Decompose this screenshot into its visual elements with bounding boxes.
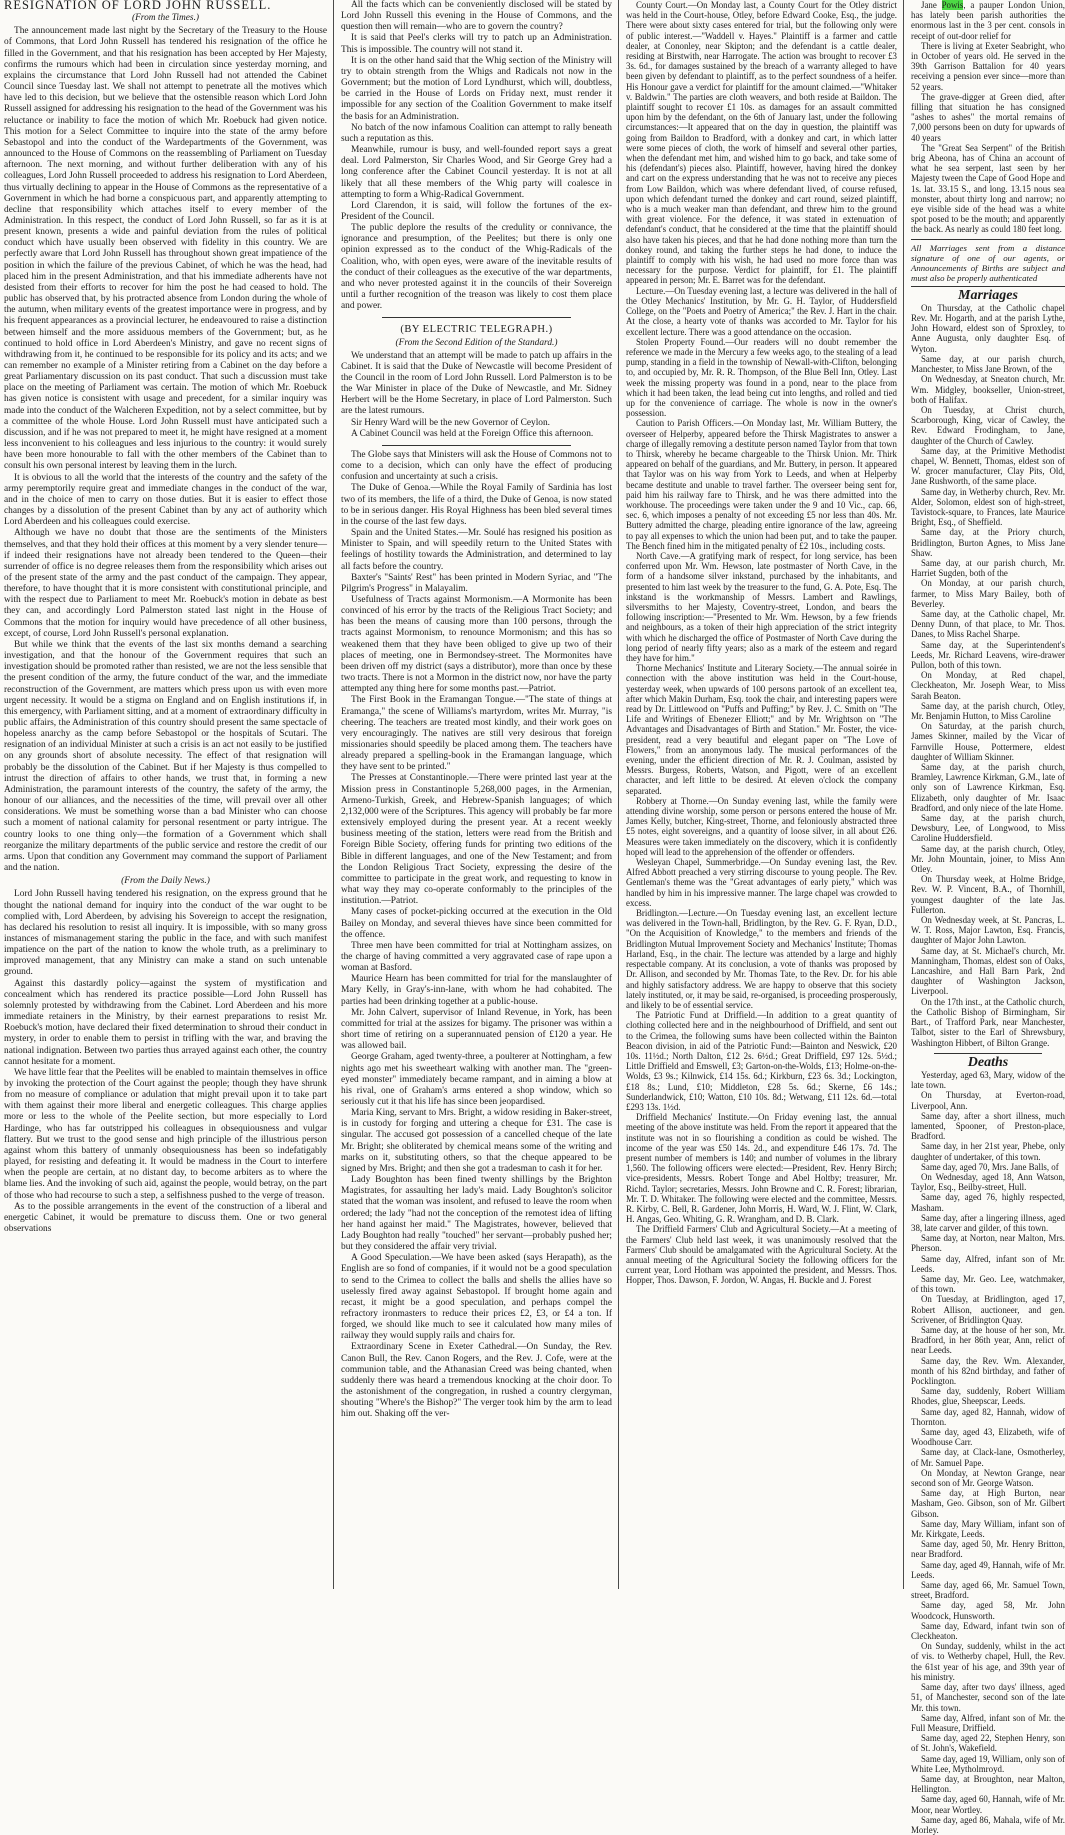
death-notice: Same day, Edward, infant twin son of Cleckheaton. xyxy=(911,1620,1065,1642)
news-item: Baxter's "Saints' Rest" has been printed in Modern Syriac, and "The Pilgrim's Progress" in Malayalim. xyxy=(341,572,612,594)
local-news-items xyxy=(626,0,897,1286)
news-item: Maurice Hearn has been committed for trial for the manslaughter of Mary Kelly, in Gray's-inn-lane, with whom he had cohabited. The parties had been drinking together at a public-house. xyxy=(341,974,612,1007)
text-run: There is living at Exeter Seabright, who in October of years old. He served in the 39th Garrison Battalion for 40 years receiving a pension ever since—more than 52 years. xyxy=(911,40,1065,92)
news-item: Robbery at Thorne.—On Sunday evening last, while the family were attending divine worship, some person or persons entered the house of Mr. James Kelly, butcher, King-street, Thorne, and feloniously abstracted three £5 notes, eight sovereigns, and a quantity of loose silver, in all about £26. Measures were taken immediately on the discovery, which it is confidently hoped will lead to the apprehension of the offender or offenders. xyxy=(626,795,897,857)
highlighted-word: Powis xyxy=(941,0,964,10)
news-item: The First Book in the Eramangan Tongue.—"The state of things at Eramanga," the scene of Williams's martyrdom, writes Mr. Murray, "is cheering. The teachers are treated most kindly, and their work goes on very encouragingly. The natives are still very desirous that foreign missionaries should speedily be placed among them. The teachers have already prepared a spelling-book in the Eramangan language, which they have sent to be printed." xyxy=(341,695,612,773)
column-4 xyxy=(905,0,1065,1835)
news-item: Three men have been committed for trial at Nottingham assizes, on the charge of having committed a very aggravated case of rape upon a woman at Basford. xyxy=(341,940,612,974)
section-divider xyxy=(934,1053,1042,1054)
section-divider xyxy=(382,445,572,446)
death-notice: Same day, Mr. Geo. Lee, watchmaker, of this town. xyxy=(911,1273,1065,1295)
marriage-notice: Same day, at the parish church, Dewsbury, Lee, of Longwood, to Miss Caroline Huddersfield. xyxy=(911,813,1065,844)
column-3 xyxy=(620,0,903,1589)
news-item: Driffield Mechanics' Institute.—On Friday evening last, the annual meeting of the above institute was held. From the report it appeared that the institute was not in so flourishing a condition as could be wished. The income of the year was £50 14s. 2d., and expenditure £46 17s. 7d. The present number of members is 140; and number of volumes in the library 1,560. The following officers were elected:—President, Rev. Henry Birch; vice-presidents, Messrs. Robert Tonge and Abel Holtby; treasurer, Mr. Richd. Taylor; secretaries, Messrs. John Browne and C. R. Forest; librarian, Mr. T. D. Whitaker. The following were elected and the committee, Messrs. R. Kirby, C. Bell, R. Gardener, John Morris, H. Ward, W. J. Flint, W. Clark, H. Angas, Geo. Whiting, G. R. Wrangham, and D. B. Clark. xyxy=(626,1112,897,1225)
marriage-notice: Same day, at the Priory church, Bridlington, Burton Agnes, to Miss Jane Shaw. xyxy=(911,527,1065,558)
news-item: Thorne Mechanics' Institute and Literary Society.—The annual soirée in connection with the above institution was held in the Court-house, yesterday week, when upwards of 100 persons partook of an excellent tea, after which Makin Durham, Esq. took the chair, and interesting papers were read by Dr. Littlewood on "Puffs and Puffing;" by Rev. J. C. Smith on "The Life and Writings of Ebenezer Elliott;" and by Mr. Wrightson on "The Advantages and Disadvantages of Birth and Station." Mr. Foster, the vice-president, read a very beautiful and elegant paper on "The Love of Flowers," from an anonymous lady. The musical performances of the evening, under the efficient direction of Mr. R. J. Coulman, assisted by Messrs. Burgess, Roberts, Watson, and Pigott, were of an excellent character, and left little to be desired. At eleven o'clock the company separated. xyxy=(626,663,897,796)
text-run: Jane xyxy=(921,0,942,10)
marriage-notice: On Tuesday, at Christ church, Scarborough, King, vicar of Cawley, the Rev. Edward Frodingham, to Jane, daughter of the Church of Cawley. xyxy=(911,404,1065,446)
news-item: The Patriotic Fund at Driffield.—In addition to a great quantity of clothing collected here and in the neighbourhood of Driffield, and sent out to the Crimea, the following sums have been collected within the Bainton Beacon division, in aid of the Patriotic Fund:—Bainton and Neswick, £20 10s. 11½d.; North Dalton, £12 2s. 6½d.; Great Driffield, £97 12s. 5½d.; Little Driffield and Emswell, £3; Garton-on-the-Wolds, £13; Holme-on-the-Wolds, £3 9s.; Kilnwick, £14 15s. 6d.; Kirkburn, £23 6s. 3d.; Lockington, £18 8s.; Lund, £10; Middleton, £28 5s. 6d.; Skerne, £6 14s.; Sunderlandwick, £10; Watton, £10 10s. 8d.; Wetwang, £11 12s. 6d.—total £293 13s. 1½d. xyxy=(626,1010,897,1112)
paragraph: It is obvious to all the world that the interests of the country and the safety of the army peremptorily require great and immediate changes in the conduct of the war, and in the choice of men to carry on those duties. But it is easier to effect those changes by a dissolution of the present Cabinet than by any act of authority which Lord Aberdeen and his colleagues could exercise. xyxy=(4,472,327,528)
article-headline: RESIGNATION OF LORD JOHN RUSSELL. xyxy=(4,0,272,12)
paragraph: Although we have no doubt that those are the sentiments of the Ministers themselves, and that they hold their offices at this moment by a very slender tenure—if indeed their resignations have not already been tendered to the Queen—their surrender of office is no degree releases them from the responsibility which arises out of the present state of the army and the past conduct of the campaign. They appear, therefore, to have thought that it is more consistent with constitutional principle, and with the respect due to Parliament to meet Mr. Roebuck's motion in debate as best they can, and accordingly Lord Palmerston stated last night in the House of Commons that the motion for inquiry would have precedence of all other business, except, of course, Lord John Russell's personal explanation. xyxy=(4,528,327,639)
death-notice: On Sunday, suddenly, whilst in the act of vis. to Wetherby chapel, Hull, the Rev. the 61st year of his age, and 39th year of his ministry. xyxy=(911,1641,1065,1682)
paragraph: We understand that an attempt will be made to patch up affairs in the Cabinet. It is said that the Duke of Newcastle will become President of the Council in the room of Lord John Russell. Lord Palmerston is to be the War Minister in place of the Duke of Newcastle, and Mr. Sidney Herbert will be the Home Secretary, in place of Lord Palmerston. Such are the latest rumours. xyxy=(341,350,612,417)
paragraph: It is said that Peel's clerks will try to patch up an Administration. This is impossible. The country will not stand it. xyxy=(341,33,612,55)
news-item: Bridlington.—Lecture.—On Tuesday evening last, an excellent lecture was delivered in the Town-hall, Bridlington, by the Rev. G. F. Ryan, D.D., "On the Acquisition of Knowledge," to the members and friends of the Bridlington Mutual Improvement Society and Mechanics' Institute; Thomas Harland, Esq., in the chair. The lecture was attended by a large and highly respectable company. At its conclusion, a vote of thanks was proposed by Dr. Allison, and seconded by Mr. Thomas Tate, to the Rev. Dr. for his able and highly satisfactory address. We are happy to observe that this society lately instituted, or, it may be said, re-organised, is proceeding prosperously, and likely to be of essential service. xyxy=(626,908,897,1010)
paragraph: The public deplore the results of the credulity or connivance, the ignorance and presumption, of the Peelites; but there is only one opinion expressed as to the conduct of the Whig-Radicals of the Coalition, who, with open eyes, were aware of the inevitable results of the conduct of their colleagues as the executive of the war departments, and who never protested against it in the councils of their Sovereign until a further recognition of the treason was likely to cost them place and power. xyxy=(341,223,612,312)
column-rule xyxy=(903,0,904,1589)
death-notice: Same day, in her 21st year, Phebe, only daughter of undertaker, of this town. xyxy=(911,1141,1065,1162)
death-notice: On Monday, at Newton Grange, near second son of Mr. George Watson. xyxy=(911,1467,1065,1489)
news-item: Caution to Parish Officers.—On Monday last, Mr. William Buttery, the overseer of Helperby, appeared before the Thirsk Magistrates to answer a charge of illegally removing a destitute person named Taylor from that town to Thirsk, whereby he became chargeable to the Thirsk Union. Mr. Thirk appeared on behalf of the guardians, and Mr. Buttery, in person. It appeared that Taylor was on his way from York to Leeds, and when at Helperby became destitute and unable to travel farther. The overseer being sent for, paid him his railway fare to Thirsk, and he was there admitted into the workhouse. The proceedings were taken under the 9 and 10 Vic., cap. 66, sec. 6, which imposes a penalty of not exceeding £5 nor less than 40s. Mr. Buttery admitted the charge, pleading entire ignorance of the law, agreeing to pay all expenses to which the union had been put, and to take the pauper. The Bench fined him in the mitigated penalty of £2 10s., including costs. xyxy=(626,418,897,551)
death-notice: Same day, the Rev. Wm. Alexander, month of his 82nd birthday, and father of Pocklington. xyxy=(911,1355,1065,1386)
marriage-notice: Same day, at our parish church, Mr. Harriet Sugden, both of the xyxy=(911,557,1065,579)
death-notice: Same day, Alfred, infant son of Mr. Leeds. xyxy=(911,1253,1065,1274)
telegraph-source: (From the Second Edition of the Standard.) xyxy=(395,337,558,348)
marriage-notice: Same day, at the parish church, Bramley, Lawrence Kirkman, G.M., late of only son of Lawrence Kirkman, Esq. Elizabeth, only daughter of Mr. Isaac Bradford, and only niece of the late Home. xyxy=(911,762,1065,813)
news-item: The Driffield Farmers' Club and Agricultural Society.—At a meeting of the Farmers' Club held last week, it was unanimously resolved that the Farmers' Club should be amalgamated with the Agricultural Society. At the annual meeting of the Agricultural Society the following officers for the current year, Lord Hotham was appointed the president, and Messrs. Thos. Hopper, Thos. Dawson, F. Jordon, W. Angas, H. Buckle and J. Forest xyxy=(626,1224,897,1286)
source-times: (From the Times.) xyxy=(131,13,200,24)
paragraph: Meanwhile, rumour is busy, and well-founded report says a great deal. Lord Palmerston, Sir Charles Wood, and Sir George Grey had a long conference after the Cabinet Council yesterday. It is not at all likely that all these members of the Whig party will coalesce in attempting to form a Whig-Radical Government. xyxy=(341,145,612,200)
column-rule xyxy=(333,0,334,1589)
marriage-notice: Same day, at the parish church, Otley, Mr. John Mountain, joiner, to Miss Ann Otley. xyxy=(911,843,1065,875)
news-item: Spain and the United States.—Mr. Soulé has resigned his position as Minister to Spain, and will speedily return to the United States with feelings of hostility towards the Administration, and determined to lay all facts before the country. xyxy=(341,528,612,572)
marriage-notice: Same day, at the parish church, Otley, Mr. Benjamin Hutton, to Miss Caroline xyxy=(911,700,1065,721)
death-notice: Same day, at the house of her son, Mr. Bradford, in her 86th year, Ann, relict of near Leeds. xyxy=(911,1324,1065,1356)
death-notice: Same day, aged 22, Stephen Henry, son of St. John's, Wakefield. xyxy=(911,1733,1065,1754)
death-notice: Same day, aged 86, Mahala, wife of Mr. Morley. xyxy=(911,1814,1065,1835)
section-divider xyxy=(382,317,572,318)
death-notice: Same day, after two days' illness, aged 51, of Manchester, second son of the late Mr. this town. xyxy=(911,1682,1065,1713)
marriage-notice: On Thursday, at the Catholic chapel Rev. Mr. Hogarth, and at the parish Lythe, John Howard, eldest son of Sproxley, to Anne Augusta, only daughter Esq. of Wyton. xyxy=(911,302,1065,354)
paragraph: We have little fear that the Peelites will be enabled to maintain themselves in office by invoking the protection of the Court against the people; though they have shrunk from no measure of compliance or adulation that might prevail upon it to take part with them against their more liberal and energetic colleagues. This charge applies more or less to the whole of the Peelite section, but more especially to Lord Hardinge, who has far outstripped his colleagues in obsequiousness and vulgar flattery. But we trust to the good sense and high principle of the illustrious person against whom this battery of unmanly obsequiousness has been so indefatigably played, for resisting and defeating it. It would be madness in the Court to interfere when the people are certain, at no distant day, to become arbiters as to where the blame lies. And the invoking of such aid, against the people, would betray, on the part of those who had recourse to such a step, a selfishness pushed to the verge of treason. xyxy=(4,1067,327,1201)
deaths-heading: Deaths xyxy=(967,1054,1009,1070)
news-item: Maria King, servant to Mrs. Bright, a widow residing in Baker-street, is in custody for forging and uttering a cheque for £31. The case is singular. The accused got possession of a cancelled cheque of the late Mr. Bright; she obliterated by chemical means some of the writing and marks on it, substituting others, so that the cheque appeared to be signed by Mrs. Bright; and then she got a tradesman to cash it for her. xyxy=(341,1108,612,1174)
death-notice: Same day, aged 50, Mr. Henry Britton, near Bradford. xyxy=(911,1539,1065,1560)
death-notice: Same day, Mary William, infant son of Mr. Kirkgate, Leeds. xyxy=(911,1518,1065,1540)
death-notice: Same day, after a short illness, much lamented, Spooner, of Preston-place, Bradford. xyxy=(911,1110,1065,1142)
news-item: Lecture.—On Tuesday evening last, a lecture was delivered in the hall of the Otley Mechanics' Institution, by Mr. G. H. Taylor, of Huddersfield College, on the "Poets and Poetry of America;" the Rev. J. Hart in the chair. At the close, a hearty vote of thanks was accorded to Mr. Taylor for his excellent lecture. There was a good attendance on the occasion. xyxy=(626,285,897,337)
death-notice: Same day, suddenly, Robert William Rhodes, glue, Sheepscar, Leeds. xyxy=(911,1386,1065,1407)
paragraph: As to the possible arrangements in the event of the construction of a liberal and energetic Cabinet, it would be premature to discuss them. One or two general observations xyxy=(4,1201,327,1235)
death-notice: On Wednesday, aged 18, Ann Watson, Taylor, Esq., Beilby-street, Hull. xyxy=(911,1171,1065,1193)
marriage-notice: Same day, at the Catholic chapel, Mr. Denny Dunn, of that place, to Mr. Thos. Danes, to Miss Rachel Sharpe. xyxy=(911,608,1065,640)
news-item: The Globe says that Ministers will ask the House of Commons not to come to a decision, which can only have the effect of producing confusion and uncertainty at such a crisis. xyxy=(341,449,612,483)
news-items xyxy=(341,450,612,1421)
paragraph: Lord Clarendon, it is said, will follow the fortunes of the ex-President of the Council. xyxy=(341,200,612,222)
source-daily-news: (From the Daily News.) xyxy=(121,876,210,887)
article-body-daily-news xyxy=(4,889,327,1235)
marriage-notice: On Wednesday, at Sneaton church, Mr. Wm. Midgley, bookseller, Union-street, both of Halifax. xyxy=(911,374,1065,405)
telegraph-heading: (BY ELECTRIC TELEGRAPH.) xyxy=(400,324,553,336)
miscellany-item xyxy=(911,0,1065,41)
paragraph: No batch of the now infamous Coalition can attempt to rally beneath such a reputation as this. xyxy=(341,122,612,144)
notice-box: All Marriages sent from a distance signature of one of our agents, or Announcements of Births are subject and must also be properly authenticated xyxy=(911,239,1065,287)
miscellany-items xyxy=(911,0,1065,235)
death-notice: On Thursday, at Everton-road, Liverpool, Ann. xyxy=(911,1090,1065,1111)
death-notice: Same day, aged 43, Elizabeth, wife of Woodhouse Carr. xyxy=(911,1427,1065,1448)
news-item: Stolen Property Found.—Our readers will no doubt remember the reference we made in the Mercury a few weeks ago, to the stealing of a lead pump, standing in a field in the township of Newall-with-Clifton, belonging to, and occupied by, Mr. R. R. Thompson, of the Blue Bell Inn, Otley. Last week the missing property was found in a pond, near to the place from which it had been taken, the lead being cut into lengths, and rolled and tied up for the convenience of carriage. The whole is now in the owner's possession. xyxy=(626,336,897,419)
deaths-list xyxy=(911,1070,1065,1835)
marriage-notice: Same day, at the Primitive Methodist chapel, W. Bennett, Thomas, eldest son of W. grocer manufacturer, Clay Pits, Old, Jane Rushworth, of the same place. xyxy=(911,445,1065,487)
marriage-notice: On Thursday week, at Holme Bridge, Rev. W. P. Vincent, B.A., of Thornhill, youngest daughter of the late Jas. Fullerton. xyxy=(911,874,1065,915)
news-item: Mr. John Calvert, supervisor of Inland Revenue, in York, has been committed for trial at the assizes for bigamy. The prisoner was within a short time of retiring on a superannuated pension of £120 a year. He was allowed bail. xyxy=(341,1007,612,1052)
news-item: The Duke of Genoa.—While the Royal Family of Sardinia has lost two of its members, the life of a third, the Duke of Genoa, is now stated to be in serious danger. His Royal Highness has been bled several times in the course of the last few days. xyxy=(341,483,612,527)
death-notice: Same day, at High Burton, near Masham, Geo. Gibson, son of Mr. Gilbert Gibson. xyxy=(911,1488,1065,1519)
news-item: Wesleyan Chapel, Summerbridge.—On Sunday evening last, the Rev. Alfred Abbott preached a very stirring discourse to young people. The Rev. Gentleman's theme was the "Great advantages of early piety," which was handled by him in his impressive manner. The large chapel was crowded to excess. xyxy=(626,857,897,908)
text-run: The grave-digger at Green died, after filling that situation he has consigned "ashes to ashes" the mortal remains of 7,000 persons been on duty for upwards of 40 years xyxy=(911,91,1065,143)
column-2 xyxy=(335,0,618,1589)
death-notice: Same day, aged 66, Mr. Samuel Town, street, Bradford. xyxy=(911,1580,1065,1601)
death-notice: Same day, after a lingering illness, aged 38, late carver and gilder, of this town. xyxy=(911,1212,1065,1233)
news-item: Usefulness of Tracts against Mormonism.—A Mormonite has been convinced of his error by the tracts of the Religious Tract Society; and has been the means of causing more than 100 persons, through the tracts against Mormonism, to renounce Mormonism; and this has so weakened them that they have been obliged to give up two of their places of meeting, one in Bermondsey-street. The Mormonites have been driven off my district (says a distributor), more than once by these two tracts. There is not a Mormon in the district now, nor have the party attempted any thing here for some months past.—Patriot. xyxy=(341,594,612,695)
death-notice: Same day, aged 49, Hannah, wife of Mr. Leeds. xyxy=(911,1559,1065,1580)
news-item: North Cave.—A gratifying mark of respect, for long service, has been conferred upon Mr. Wm. Hewson, late postmaster of North Cave, in the form of a handsome silver inkstand, purchased by the inhabitants, and presented to him last week by the treasurer to the fund, G. A. Pote, Esq. The inkstand is the workmanship of Messrs. Lambert and Rawlings, silversmiths to her Majesty, Coventry-street, London, and bears the following inscription:—"Presented to Mr. Wm. Hewson, by a few friends and neighbours, as a token of their high appreciation of the strict integrity with which he discharged the office of Postmaster of North Cave during the long period of nearly fifty years; also as a mark of the esteem and regard they have for him." xyxy=(626,550,897,663)
death-notice: Same day, aged 70, Mrs. Jane Balls, of xyxy=(921,1161,1059,1172)
paragraph: But while we think that the events of the last six months demand a searching investigation, and that the honour of the Government requires that such an investigation should be promoted rather than resisted, we are not the less sensible that the present condition of the army, the future conduct of the war, and the immediate reconstruction of the Government, are matters which press upon us with even more urgent necessity. It would be a stigma on England and on English institutions if, in this emergency, with Parliament sitting, and at a moment of extraordinary difficulty in public affairs, the Administration of this country should present the same spectacle of hopeless anarchy as the camp before Sebastopol or the hospitals of Scutari. The resignation of an individual Minister at such a crisis is an act not easily to be justified on any grounds short of absolute necessity. The effect of that resignation will probably be the dissolution of the Cabinet. But if her Majesty is thus compelled to intrust the direction of affairs to other hands, we trust that, in forming a new Administration, the paramount interests of the country, the safety of the army, the honour of our alliances, and the necessities of the time, will prevail over all other considerations. We must be something worse than a bad Minister who can choose such a moment of national calamity for personal resentment or party intrigue. The country looks to one thing only—the formation of a Government which shall reorganize the military departments of the public service and restore the credit of our arms. Upon that condition any Government may command the support of Parliament and the nation. xyxy=(4,639,327,874)
column-1 xyxy=(0,0,333,1589)
news-item: A Good Speculation.—We have been asked (says Herapath), as the English are so fond of companies, if it would not be a good speculation to send to the Crimea to collect the balls and shells the allies have so uselessly fired away against Sebastopol. If brought home again and recast, it might be a good speculation, and perhaps compel the refractory ironmasters to reduce their prices £2, £3, or £4 a ton. If forged, we should like much to see it calculated how many miles of railway they would supply rails and chairs for. xyxy=(341,1253,612,1342)
marriage-notice: On the 17th inst., at the Catholic church, the Catholic Bishop of Birmingham, Sir Bart., of Trafford Park, near Manchester, Talbot, sister to the Earl of Shrewsbury, Washington Hibbert, of Bilton Grange. xyxy=(911,996,1065,1048)
paragraph: A Cabinet Council was held at the Foreign Office this afternoon. xyxy=(351,428,594,439)
death-notice: Same day, aged 82, Hannah, widow of Thornton. xyxy=(911,1406,1065,1427)
news-item: George Graham, aged twenty-three, a poulterer at Nottingham, a few nights ago met his sweetheart walking with another man. The "green-eyed monster" immediately became rampant, and in aiming a blow at his rival, one of Graham's arms entered a shop window, which so seriously cut it that his life has since been jeopardised. xyxy=(341,1052,612,1107)
news-item: The Presses at Constantinople.—There were printed last year at the Mission press in Constantinople 5,268,000 pages, in the Armenian, Armeno-Turkish, Greek, and Hebrew-Spanish languages; of which 2,132,000 were of the Scriptures. This agency will probably be far more extensively employed during the present year. At a recent weekly business meeting of the station, letters were read from the British and Foreign Bible Society, offering funds for printing two editions of the Bible in different languages, and one of the New Testament; and from the London Religious Tract Society, expressing the desire of the committee to participate in the great work, and requesting to know in what way they may co-operate conformably to the principles of the institution.—Patriot. xyxy=(341,773,612,907)
death-notice: Same day, aged 19, William, only son of White Lee, Mytholmroyd. xyxy=(911,1753,1065,1774)
miscellany-item xyxy=(911,143,1065,235)
marriages-heading: Marriages xyxy=(958,287,1018,303)
marriage-notice: Same day, at St. Michael's church, Mr. Manningham, Thomas, eldest son of Oaks, Lancashire, and Hall Barn Park, 2nd daughter of Washington Jackson, Liverpool. xyxy=(911,945,1065,997)
marriage-notice: On Wednesday week, at St. Pancras, L. W. T. Ross, Major Lawton, Esq. Francis, daughter of Major John Lawton. xyxy=(911,915,1065,946)
death-notice: Yesterday, aged 63, Mary, widow of the late town. xyxy=(911,1069,1065,1091)
marriage-notice: Same day, at the Superintendent's Leeds, Mr. Richard Leavens, wire-drawer Pullon, both of this town. xyxy=(911,639,1065,670)
death-notice: Same day, at Broughton, near Malton, Hellington. xyxy=(911,1773,1065,1795)
news-item: Extraordinary Scene in Exeter Cathedral.—On Sunday, the Rev. Canon Bull, the Rev. Canon Rogers, and the Rev. J. Cofe, were at the communion table, and the Athanasian Creed was being chanted, when suddenly there was heard a tremendous knocking at the choir door. To the astonishment of the congregation, in rushed a country clergyman, shouting "Where's the Bishop?" The verger took him by the arm to lead him out. Shaking off the ver- xyxy=(341,1342,612,1420)
death-notice: On Tuesday, at Bridlington, aged 17, Robert Allison, auctioneer, and gen. Scrivener, of Bridlington Quay. xyxy=(911,1294,1065,1325)
paragraph: The announcement made last night by the Secretary of the Treasury to the House of Commons, that Lord John Russell has tendered his resignation of the office he filled in the Government, and that his resignation has been accepted by Her Majesty, confirms the rumours which had been in circulation since yesterday morning, and explains the circumstance that Lord John Russell had not attended the Cabinet Council since Tuesday last. We shall not attempt to penetrate all the motives which have led to this decision, but we believe that the ostensible reason which Lord John Russell assigned for addressing his resignation to the head of the Government was his reluctance or inability to face the motion of which Mr. Roebuck had given notice. This motion for a Select Committee to inquire into the state of the army before Sebastopol and into the conduct of the Wardepartments of the Government, was announced to the House of Commons on the reassembling of Parliament on Tuesday afternoon. The next morning, and without further deliberation with any of his colleagues, Lord John Russell proceeded to address his resignation to Lord Aberdeen, thus virtually declining to appear in the House of Commons as the representative of a Government in which he had borne a conspicuous part, and apparently attempting to decline that responsibility which attaches itself to every member of the Administration. In this respect, the conduct of Lord John Russell, so far as it is at present known, presents a wide and painful deviation from the rules of political conduct which have usually been observed with fidelity in this country. We are perfectly aware that Lord John Russell has throughout shown great impatience of the position in which the failure of the previous Cabinet, of which he was the head, had placed him in the present Administration, and that his immediate adherents have not desisted from their efforts to recover for him the post he had ceased to hold. The public has observed that, by his protracted absence from London during the whole of the autumn, when military events of the greatest importance were in progress, and by his frequent appearances as a provincial lecturer, he endeavoured to raise a distinction between himself and the more assiduous members of the Government; but, as he continued to hold office in Lord Aberdeen's Ministry, and gave no recent signs of withdrawing from it, he continued to be responsible for its policy and its acts; and we can remember no example of a Minister retiring from a Cabinet on the day before a great Parliamentary discussion on its past conduct. That such a discussion must take place on the meeting of Parliament was certain. The motion of which Mr. Roebuck has given notice is consistent with usage and precedent, for a similar inquiry was made into the conduct of the Walcheren Expedition, not by a select committee, but by a committee of the whole House. Lord John Russell must have anticipated such a discussion, and if he was not prepared to meet it, he might have resigned at a moment less inconvenient to his colleagues and less injurious to the country: it would surely have been more honourable to fall with the other members of the Cabinet than to consult his own personal interest by leaving them in the lurch. xyxy=(4,26,327,472)
article-body-times xyxy=(4,26,327,874)
death-notice: Same day, at Norton, near Malton, Mrs. Pherson. xyxy=(911,1233,1065,1254)
paragraph: Sir Henry Ward will be the new Governor of Ceylon. xyxy=(351,417,551,428)
text-run: , a pauper London Union, has lately been parish authorities the enormous last in the 3 per cent. consols in receipt of out-door relief for xyxy=(911,0,1065,41)
death-notice: Same day, Alfred, infant son of Mr. the Full Measure, Driffield. xyxy=(911,1712,1065,1733)
marriage-notice: Same day, in Wetherby church, Rev. Mr. Alder, Solomon, eldest son of high-street, Tavistock-square, to Frances, late Maurice Bright, Esq., of Sheffield. xyxy=(911,486,1065,528)
death-notice: Same day, aged 58, Mr. John Woodcock, Hunsworth. xyxy=(911,1600,1065,1621)
paragraph: All the facts which can be conveniently disclosed will be stated by Lord John Russell this evening in the House of Commons, and the question then will remain—who are to govern the country? xyxy=(341,0,612,33)
paragraph: It is on the other hand said that the Whig section of the Ministry will try to obtain strength from the Whigs and Radicals not now in the Government; but the motion of Lord Lyndhurst, which will, doubtless, be carried in the House of Lords on Friday next, must render it impossible for any section of the Coalition Government to make itself the basis for an Administration. xyxy=(341,55,612,122)
death-notice: Same day, at Clack-lane, Osmotherley, of Mr. Samuel Pape. xyxy=(911,1447,1065,1468)
column-rule xyxy=(618,0,619,1589)
paragraph: Lord John Russell having tendered his resignation, on the express ground that he thought the national demand for inquiry into the conduct of the war ought to be complied with, Lord Aberdeen, by advising his Sovereign to accept the resignation, has declared his resolution to resist all inquiry. It is impossible, with so many gross instances of mismanagement staring the public in the face, and with such manifest impatience on the part of the nation to know the whole truth, as a preliminary to improved management, that any Ministry can make a stand on such untenable ground. xyxy=(4,889,327,978)
marriage-notice: On Monday, at Red chapel, Cleckheaton, Mr. Joseph Wear, to Miss Sarah Beaton. xyxy=(911,670,1065,701)
marriage-notice: Same day, at our parish church, Manchester, to Miss Jane Brown, of the xyxy=(911,353,1065,375)
death-notice: Same day, aged 76, highly respected, Masham. xyxy=(911,1192,1065,1213)
news-item: County Court.—On Monday last, a County Court for the Otley district was held in the Court-house, Otley, before Edward Cooke, Esq., the judge. There were about sixty cases entered for trial, but the following only were of public interest.—"Waddell v. Hayes." Plaintiff is a farmer and cattle dealer, at Cononley, near Skipton; and the defendant is a cattle dealer, residing at Birstwith, near Harrogate. The action was brought to recover £3 3s. 6d., for damages sustained by the breach of a warranty alleged to have been given by defendant to plaintiff, as to the perfect soundness of a heifer. His Honour gave a verdict for plaintiff for the amount claimed.—"Whitaker v. Baldwin." The parties are cloth weavers, and both reside at Baildon. The plaintiff sought to recover £1 10s. as damages for an assault committed upon him by the defendant, on the 6th of January last, under the following circumstances:—It appeared that on the day in question, the plaintiff was going from Baildon to Bradford, with a donkey and cart, in which latter were some pieces of cloth, the work of himself and several other parties, when the defendant met him, and wished him to go back, and take some of his (defendant's) pieces also. Plaintiff, however, having hired the donkey and cart on the express understanding that he was not to receive any pieces from Low Baildon, which was where defendant lived, of course refused, upon which defendant turned the donkey and cart round, seized plaintiff, who is a much weaker man than defendant, and threw him to the ground with great violence. For the defence, it was stated in extenuation of defendant's conduct, that he considered at the time that the plaintiff should also have taken his pieces, and that he had done nothing more than turn the donkey round, and taking the further steps he had done, to induce the plaintiff to comply with his wish, he had used no more force than was necessary for the purpose. Verdict for plaintiff, for £1. The plaintiff appeared in person; Mr. E. Barret was for the defendant. xyxy=(626,0,897,286)
marriage-notice: On Saturday, at the parish church, James Skinner, mailed by the Vicar of Farnville House, Pottermere, eldest daughter of William Skinner. xyxy=(911,721,1065,762)
death-notice: Same day, aged 60, Hannah, wife of Mr. Moor, near Wortley. xyxy=(911,1794,1065,1815)
news-item: Many cases of pocket-picking occurred at the execution in the Old Bailey on Monday, and several thieves have since been committed for the offence. xyxy=(341,907,612,940)
marriages-list xyxy=(911,303,1065,1048)
news-item: Lady Boughton has been fined twenty shillings by the Brighton Magistrates, for assaulting her lady's maid. Lady Boughton's solicitor stated that the woman was insolent, and refused to leave the room when ordered; the lady "had not the conception of the remotest idea of lifting her hand against her maid." The Magistrates, however, believed that Lady Boughton had really "touched" her servant—probably pushed her; but they considered the affair very trivial. xyxy=(341,1175,612,1253)
miscellany-item xyxy=(911,41,1065,92)
paragraph: Against this dastardly policy—against the system of mystification and concealment which has rendered its practice possible—Lord John Russell has solemnly protested by withdrawing from the Cabinet. Lord Aberdeen and his more immediate retainers in the Ministry, by their earnest preparations to resist Mr. Roebuck's motion, have declared their fixed determination to shroud their conduct in mystery, in order to enable them to persist in trifling with the war, and braving the national indignation. Between two parties thus arrayed against each other, the country cannot hesitate for a moment. xyxy=(4,978,327,1067)
text-run: The "Great Sea Serpent" of the British brig Abeona, has of China an account of what he sea serpent, last seen by her Majesty tween the Cape of Good Hope and 1s. lat. 33.15 S., and long. 13.15 nous sea monster, about thirty long and narrow; no eye visible side of the head was a white spot posed to be the mouth; and apparently the back. As nearly as could 180 feet long. xyxy=(911,142,1065,235)
miscellany-item xyxy=(911,92,1065,143)
marriage-notice: On Monday, at our parish church, farmer, to Miss Mary Bailey, both of Beverley. xyxy=(911,578,1065,609)
